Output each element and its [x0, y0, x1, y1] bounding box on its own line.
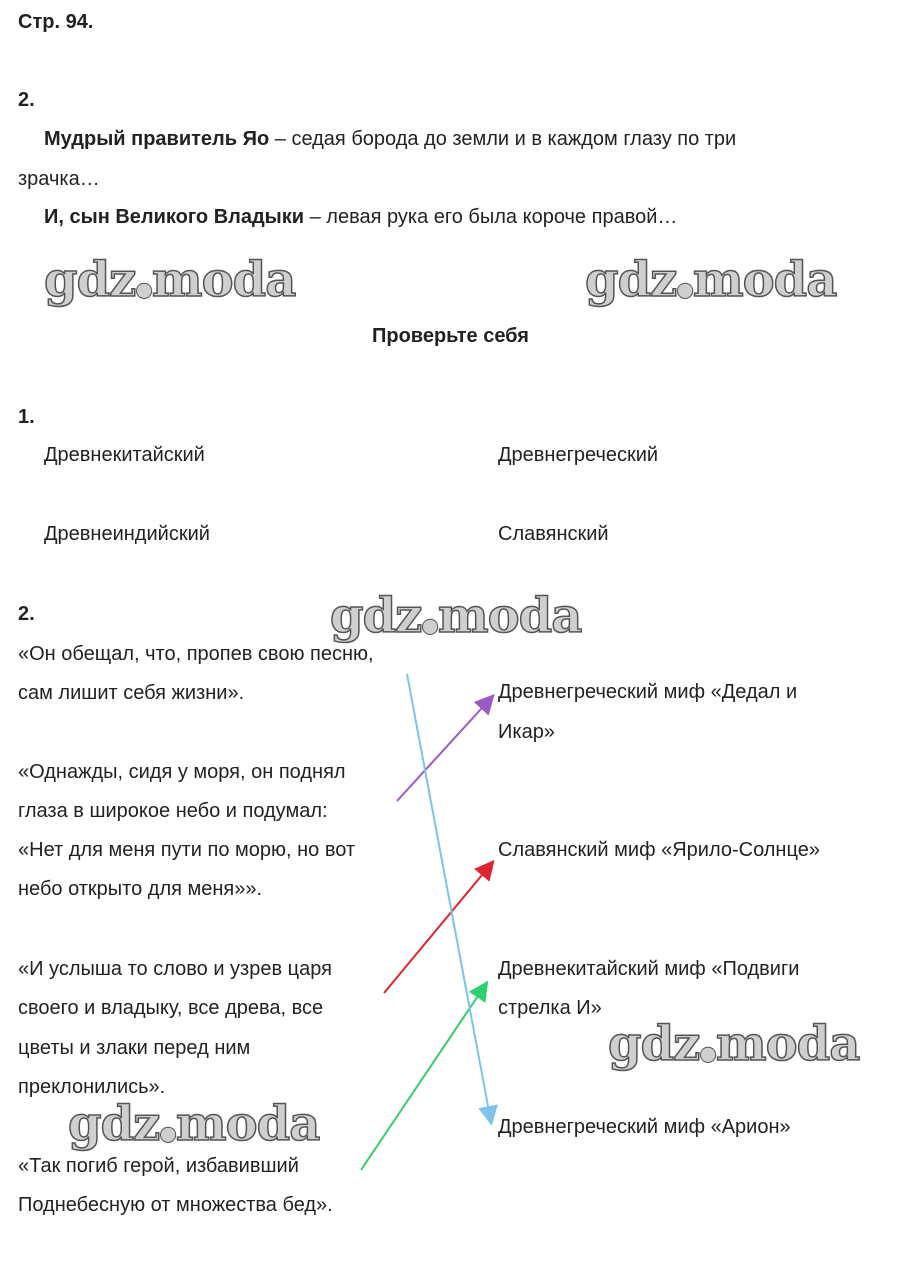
quote-line: своего и владыку, все древа, все — [18, 997, 324, 1019]
quote-line: Поднебесную от множества бед». — [18, 1194, 333, 1216]
myth-type: Древнекитайский — [44, 444, 205, 466]
section-number: 1. — [18, 406, 35, 428]
watermark-logo: gdz●moda — [330, 588, 582, 644]
quote-line: преклонились». — [18, 1076, 166, 1098]
watermark-logo: gdz●moda — [585, 252, 837, 308]
myth-type: Древнеиндийский — [44, 523, 210, 545]
quote-line: сам лишит себя жизни». — [18, 682, 245, 704]
quote-line: «Нет для меня пути по морю, но вот — [18, 839, 356, 861]
quote-line: «Однажды, сидя у моря, он поднял — [18, 761, 346, 783]
myth-line: Древнегреческий миф «Дедал и — [498, 681, 798, 703]
myth-line: стрелка И» — [498, 997, 602, 1019]
arrow-green — [361, 984, 486, 1170]
arrow-red — [384, 863, 492, 993]
section-number: 2. — [18, 603, 35, 625]
answer-term: Мудрый правитель Яо — [44, 128, 270, 150]
watermark-logo: gdz●moda — [608, 1016, 860, 1072]
section-number: 2. — [18, 89, 35, 111]
answer-description: – седая борода до земли и в каждом глазу по три — [269, 128, 737, 150]
myth-line: Икар» — [498, 721, 555, 743]
myth-line: Древнегреческий миф «Арион» — [498, 1116, 791, 1138]
arrow-purple — [397, 697, 492, 801]
quote-line: глаза в широкое небо и подумал: — [18, 800, 328, 822]
section-title: Проверьте себя — [372, 325, 529, 347]
myth-type: Древнегреческий — [498, 444, 659, 466]
arrow-blue — [407, 674, 491, 1122]
myth-line: Славянский миф «Ярило-Солнце» — [498, 839, 820, 861]
quote-line: «Он обещал, что, пропев свою песню, — [18, 643, 374, 665]
watermark-logo: gdz●moda — [68, 1096, 320, 1152]
myth-type: Славянский — [498, 523, 609, 545]
page-header: Стр. 94. — [18, 11, 94, 33]
watermark-logo: gdz●moda — [44, 252, 296, 308]
quote-line: цветы и злаки перед ним — [18, 1037, 251, 1059]
answer-term: И, сын Великого Владыки — [44, 206, 305, 228]
quote-line: «И услыша то слово и узрев царя — [18, 958, 332, 980]
myth-line: Древнекитайский миф «Подвиги — [498, 958, 800, 980]
answer-line-continuation: зрачка… — [18, 168, 100, 190]
answer-description: – левая рука его была короче правой… — [304, 206, 678, 228]
quote-line: «Так погиб герой, избавивший — [18, 1155, 299, 1177]
quote-line: небо открыто для меня»». — [18, 878, 263, 900]
